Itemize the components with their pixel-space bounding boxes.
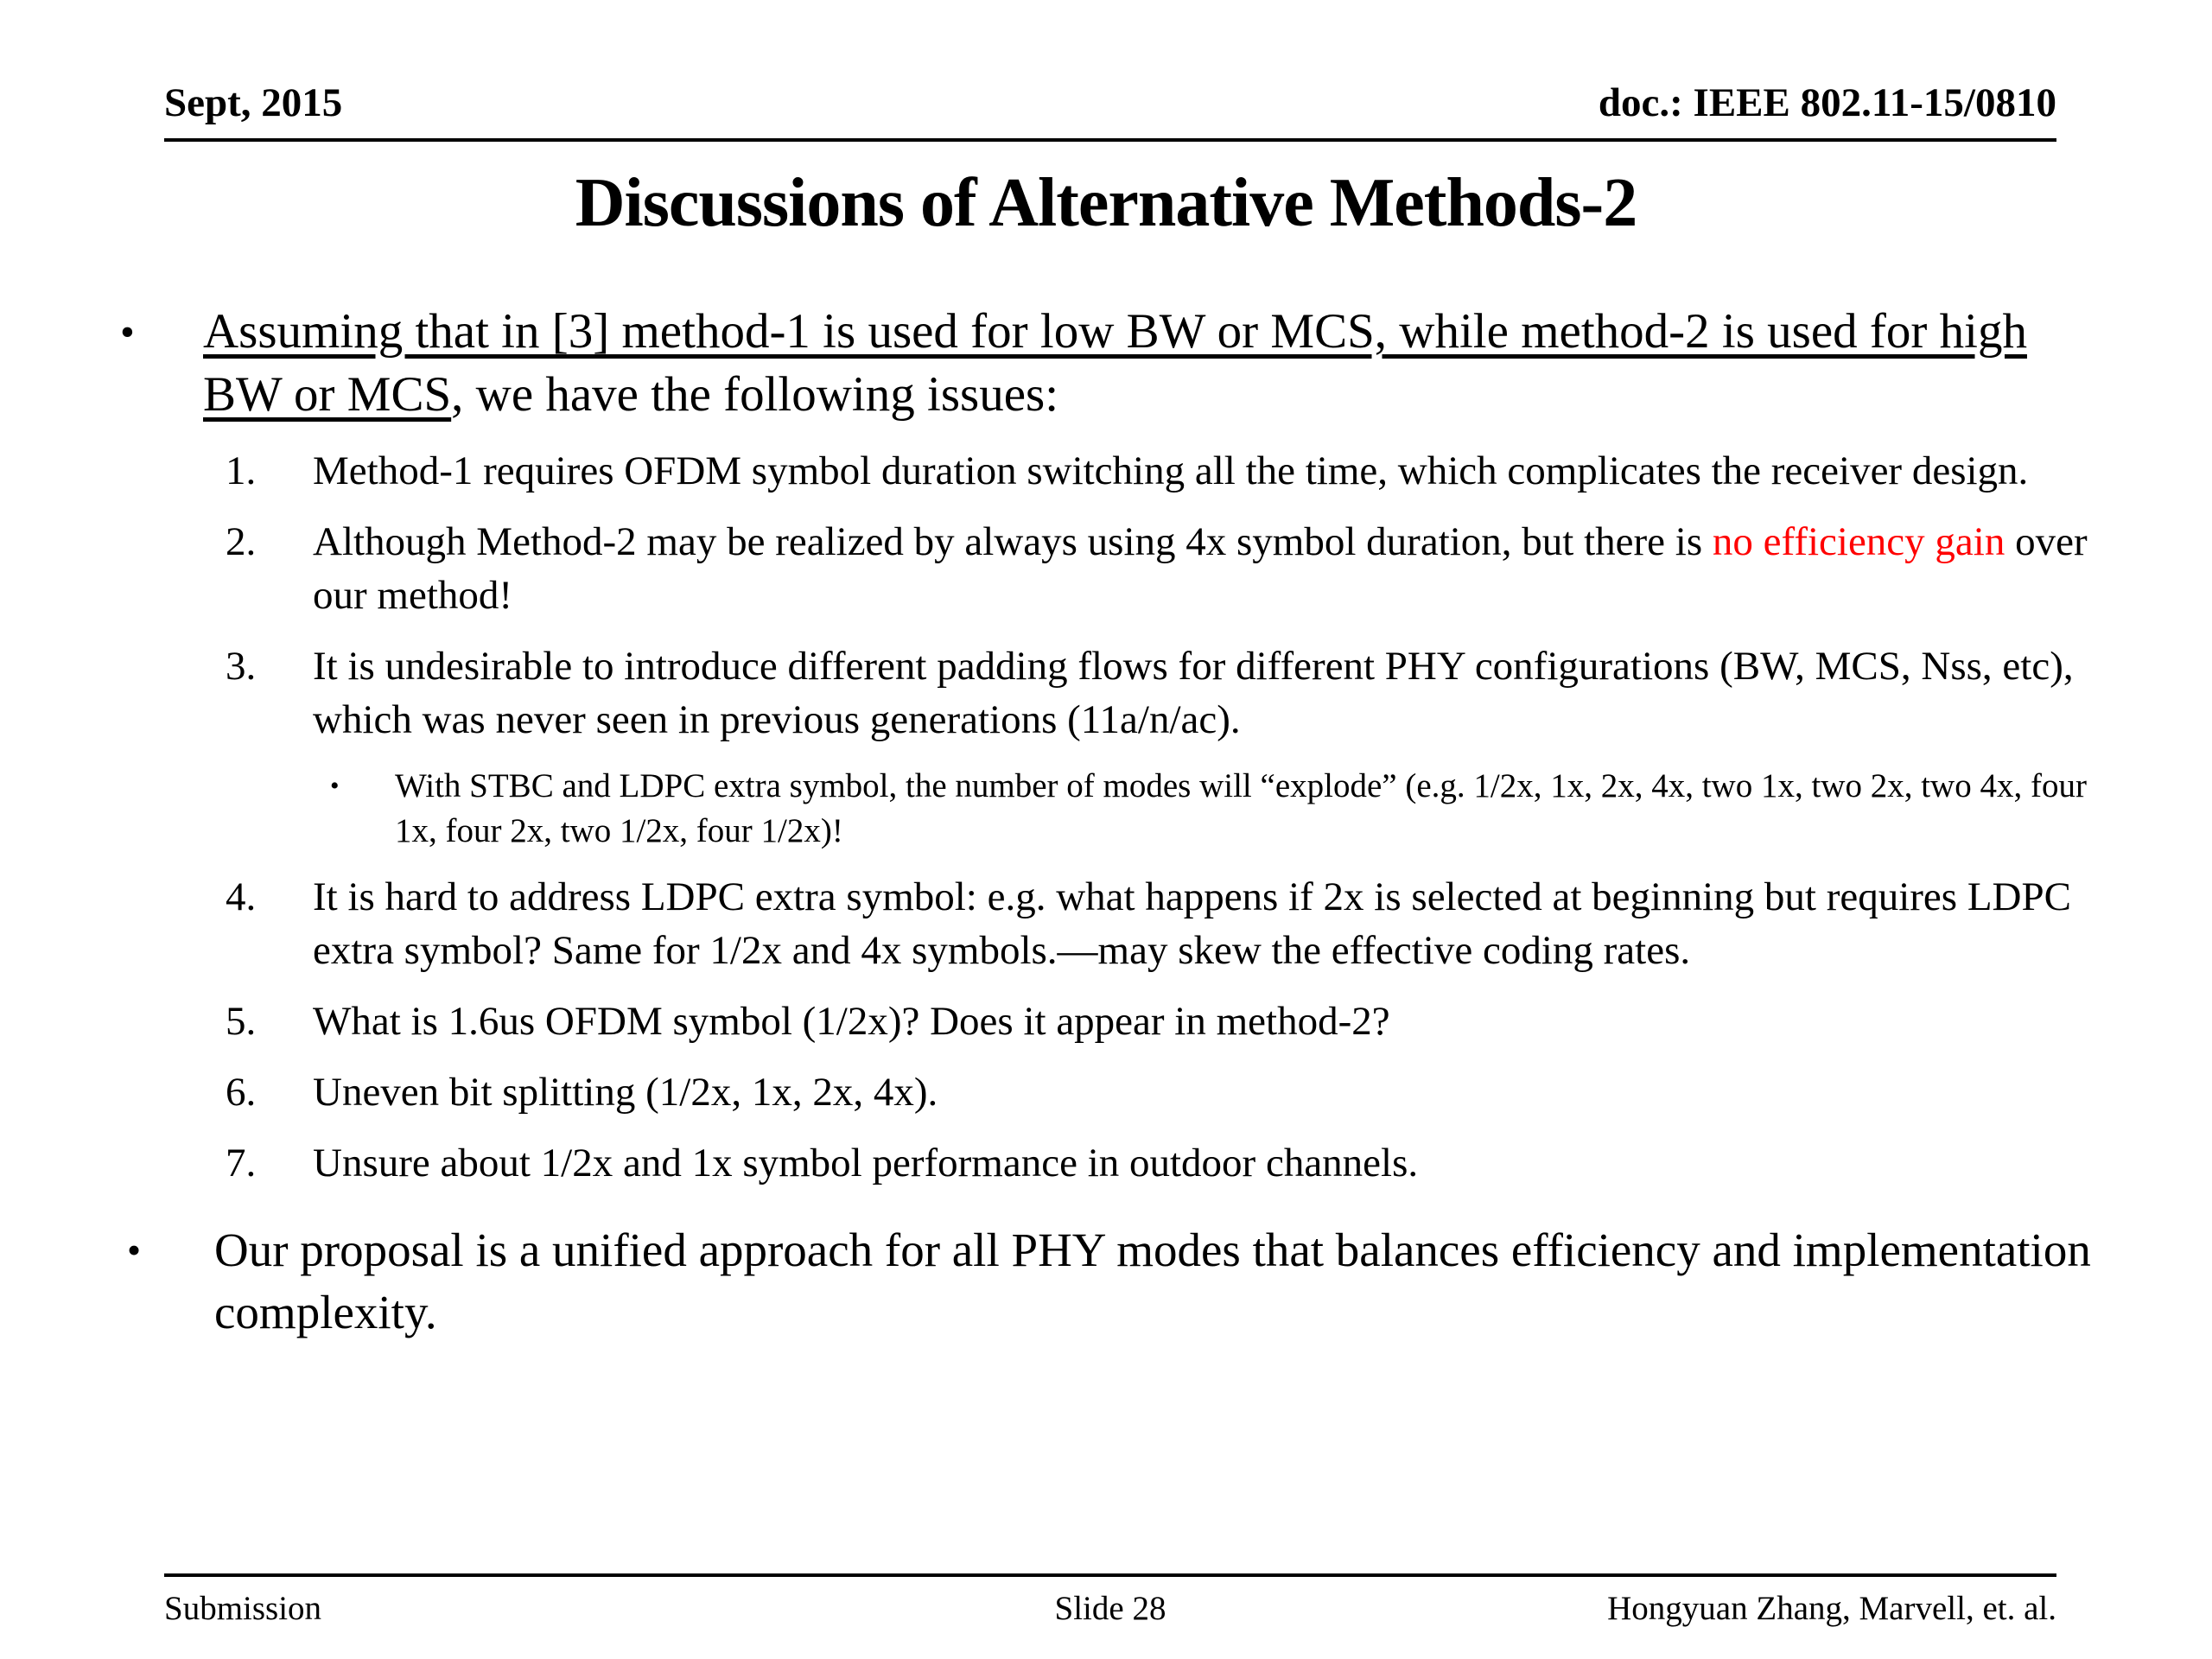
bullet-intro-text	[203, 301, 2108, 427]
list-item-text: Uneven bit splitting (1/2x, 1x, 2x, 4x).	[313, 1070, 938, 1116]
slide-content	[0, 285, 2212, 1343]
bullet-icon: •	[120, 309, 135, 355]
issue2-emphasis-red: no efficiency gain	[1712, 518, 2005, 564]
list-item-text: Method-1 requires OFDM symbol duration switching all the time, which complicates the receiver design.	[313, 448, 2029, 493]
list-number: 1.	[226, 448, 257, 493]
list-item-4	[226, 870, 2126, 977]
list-item-text: What is 1.6us OFDM symbol (1/2x)? Does it appear in method-2?	[313, 999, 1390, 1045]
list-item-2	[226, 515, 2126, 622]
header-date: Sept, 2015	[164, 80, 343, 125]
footer-submission-label: Submission	[164, 1590, 322, 1627]
list-number: 5.	[226, 999, 257, 1045]
footer-authors: Hongyuan Zhang, Marvell, et. al.	[1607, 1590, 2056, 1627]
bullet-closing-text: Our proposal is a unified approach for all PHY modes that balances efficiency and implementation complexity.	[214, 1224, 2091, 1338]
footer-slide-number: Slide 28	[1054, 1590, 1166, 1627]
bullet-intro-underlined: Assuming that in [3] method-1 is used for low BW or MCS, while method-2 is used for high BW or MCS	[203, 304, 2027, 422]
issue2-post: over our method!	[313, 518, 2088, 618]
bullet-item-closing	[127, 1219, 2108, 1343]
list-item-text: It is hard to address LDPC extra symbol: e.g. what happens if 2x is selected at beginning but requires LDPC extra symbol? Same for 1/2x and 4x symbols.—may skew the effective coding rates.	[313, 874, 2071, 974]
slide-footer	[164, 1573, 2056, 1628]
bullet-intro-rest: , we have the following issues:	[451, 366, 1059, 422]
list-item-text	[313, 515, 2126, 622]
list-number: 4.	[226, 874, 257, 919]
list-number: 7.	[226, 1141, 257, 1186]
list-item-6	[226, 1065, 2126, 1119]
sub-bullet-text: With STBC and LDPC extra symbol, the number of modes will “explode” (e.g. 1/2x, 1x, 2x, 4x, two 1x, two 2x, two 4x, four 1x, four 2x, two 1/2x, four 1/2x)!	[395, 767, 2087, 849]
slide-header	[164, 79, 2056, 142]
issue2-pre: Although Method-2 may be realized by always using 4x symbol duration, but there is	[313, 518, 1713, 564]
list-item-text: Unsure about 1/2x and 1x symbol performance in outdoor channels.	[313, 1141, 1419, 1186]
page-title: Discussions of Alternative Methods-2	[575, 165, 1637, 241]
header-doc-number: doc.: IEEE 802.11-15/0810	[1598, 80, 2056, 125]
list-item-text: It is undesirable to introduce different padding flows for different PHY configurations (BW, MCS, Nss, etc), which was never seen in previous generations (11a/n/ac).	[313, 644, 2074, 743]
bullet-icon: •	[127, 1228, 142, 1273]
sub-bullet-icon: •	[330, 772, 340, 801]
list-item-3	[226, 639, 2126, 747]
sub-bullet-item	[330, 764, 2126, 853]
list-item-5	[226, 995, 2126, 1048]
bullet-item-intro	[120, 301, 2108, 427]
list-number: 3.	[226, 644, 257, 689]
list-number: 2.	[226, 518, 257, 564]
list-item-1	[226, 444, 2126, 498]
list-item-7	[226, 1136, 2126, 1190]
list-number: 6.	[226, 1070, 257, 1116]
